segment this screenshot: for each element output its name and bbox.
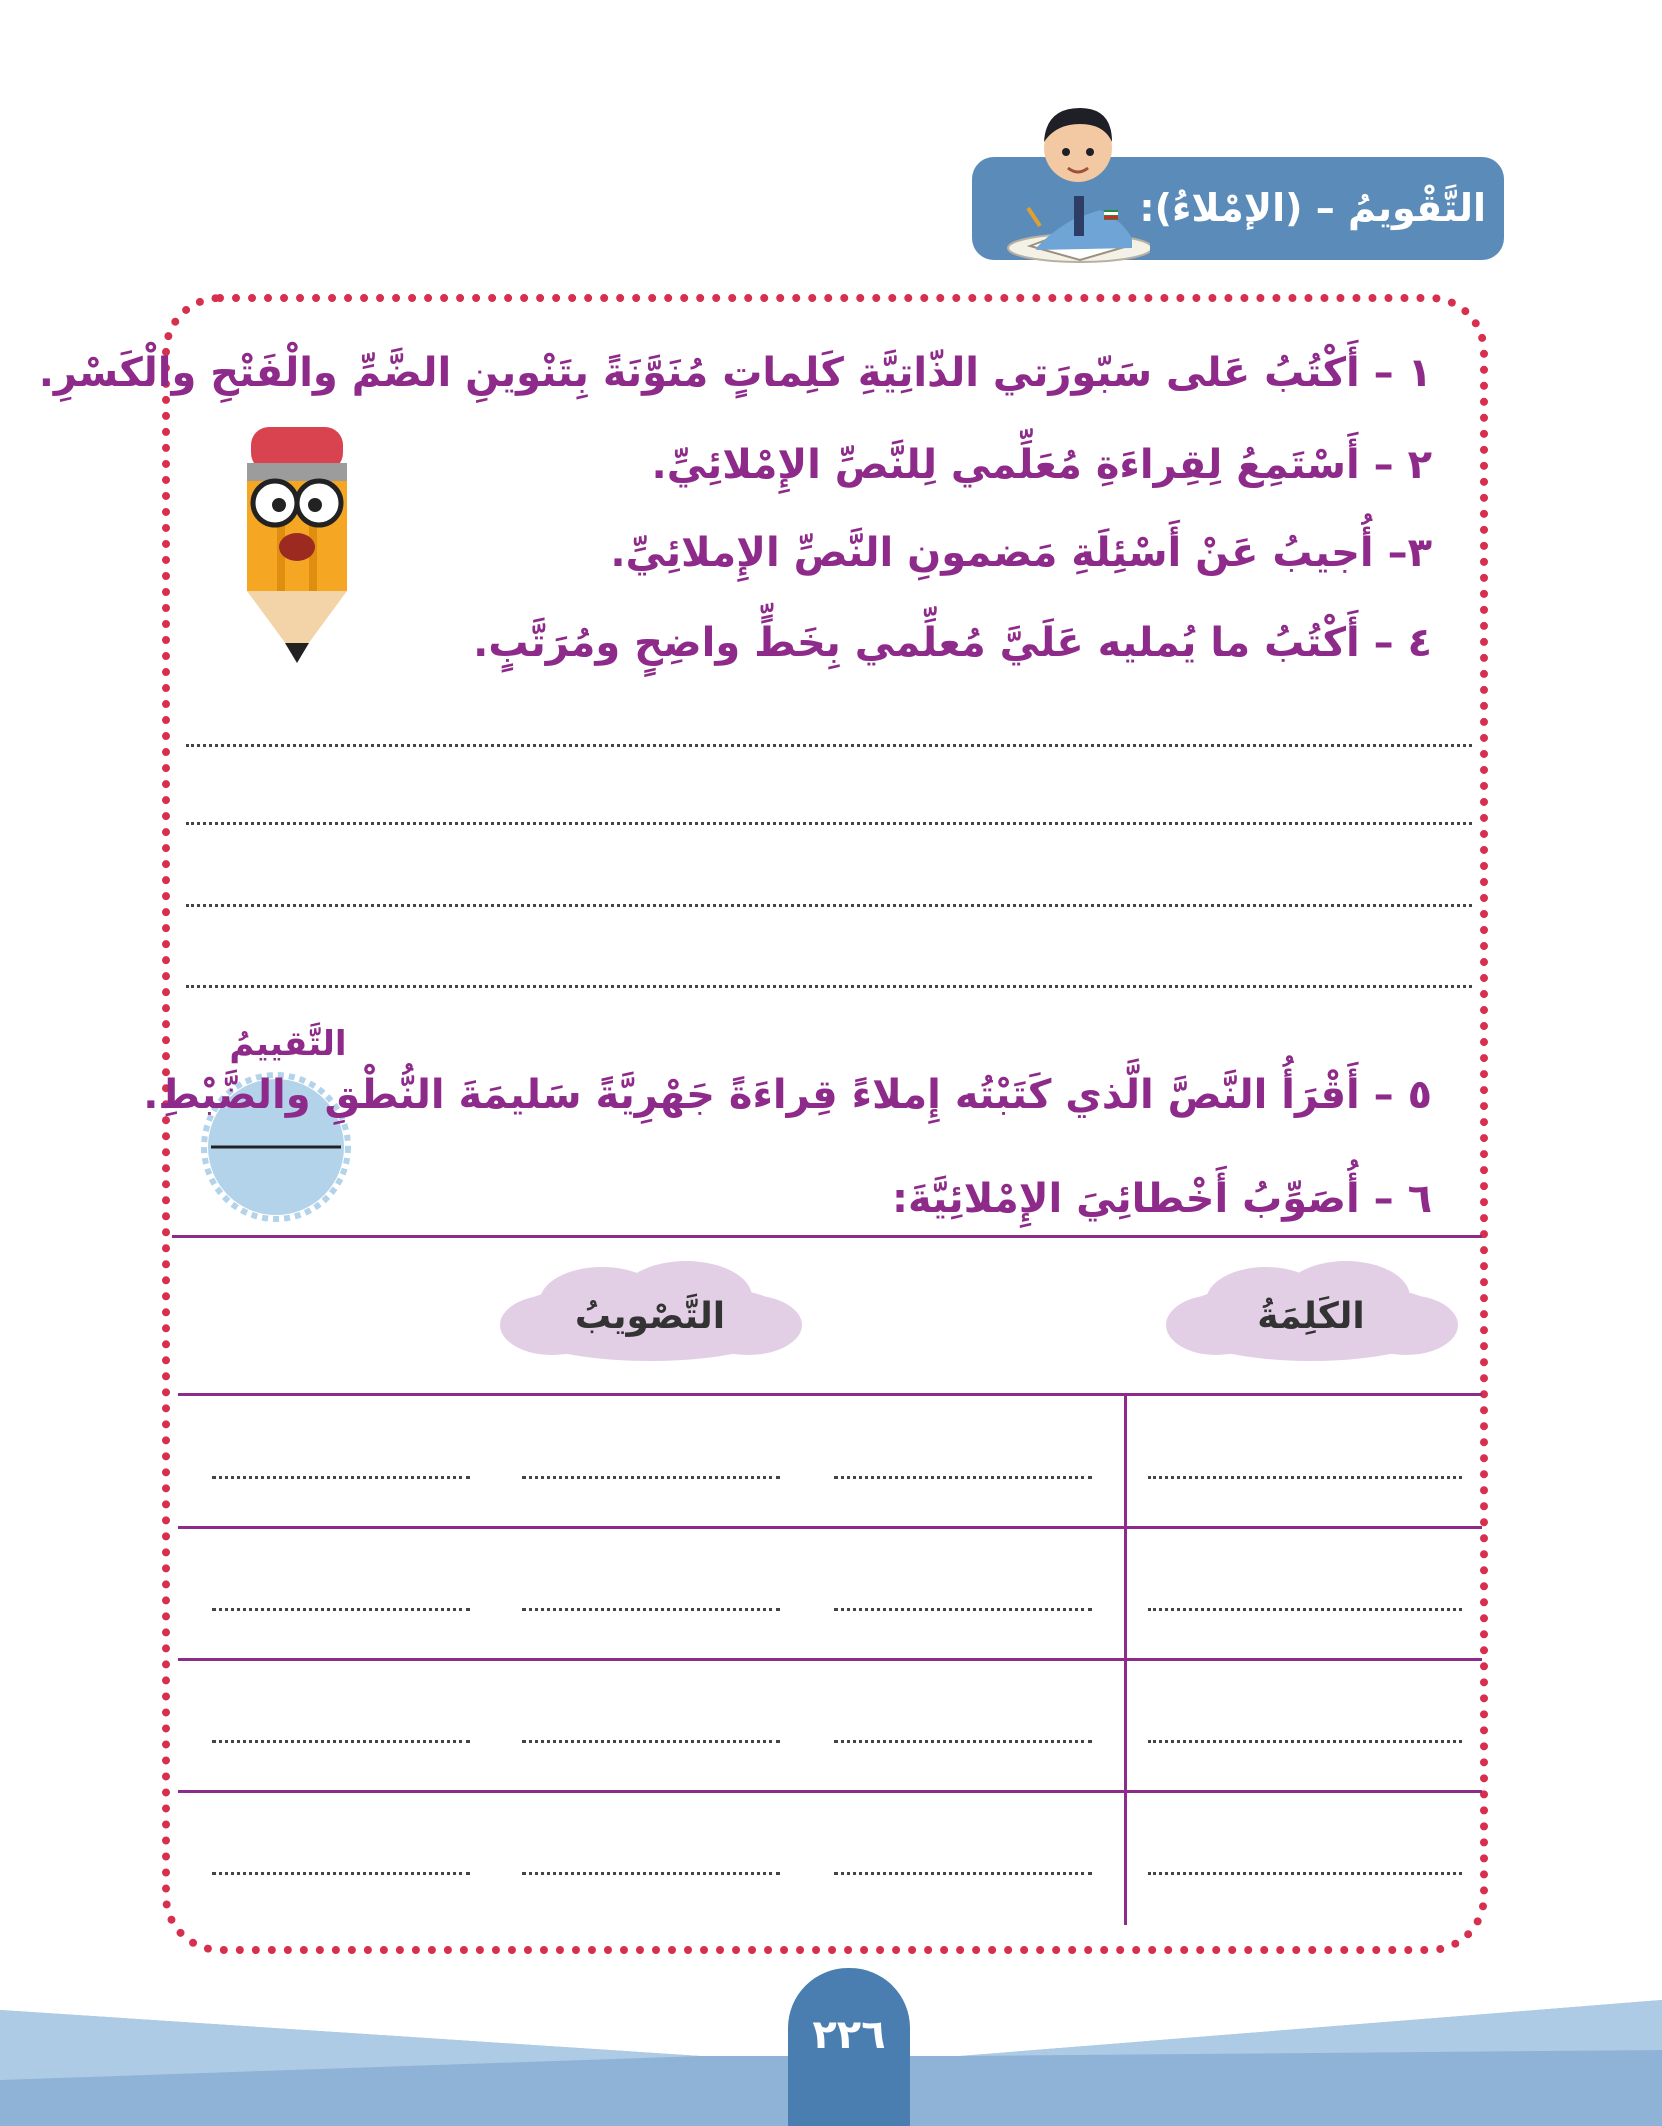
student-writing-illustration (1000, 78, 1150, 264)
word-answer-blank[interactable] (1148, 1476, 1462, 1479)
word-answer-blank[interactable] (1148, 1740, 1462, 1743)
table-top-border (172, 1235, 1482, 1238)
correction-answer-blank[interactable] (522, 1740, 780, 1743)
correction-answer-blank[interactable] (212, 1872, 470, 1875)
writing-line[interactable] (186, 985, 1472, 988)
word-answer-blank[interactable] (1148, 1608, 1462, 1611)
instruction-1: ١ – أَكْتُبُ عَلى سَبّورَتي الذّاتِيَّةِ كَلِماتٍ مُنَوَّنَةً بِتَنْوينِ الضَّمِّ والْفَتْحِ والْكَسْرِ. (38, 350, 1432, 396)
correction-answer-blank[interactable] (834, 1872, 1092, 1875)
writing-line[interactable] (186, 904, 1472, 907)
writing-line[interactable] (186, 822, 1472, 825)
correction-answer-blank[interactable] (522, 1872, 780, 1875)
instruction-4: ٤ – أَكْتُبُ ما يُمليه عَلَيَّ مُعلِّمي بِخَطٍّ واضِحٍ ومُرَتَّبٍ. (473, 620, 1432, 666)
pencil-character-illustration (225, 415, 365, 665)
word-column-header: الكَلِمَةُ (1257, 1296, 1365, 1337)
correction-answer-blank[interactable] (212, 1740, 470, 1743)
table-row-divider (178, 1790, 1482, 1793)
instruction-2: ٢ – أَسْتَمِعُ لِقِراءَةِ مُعَلِّمي لِلنَّصِّ الإِمْلائِيِّ. (651, 442, 1432, 488)
correction-answer-blank[interactable] (834, 1608, 1092, 1611)
table-row-divider (178, 1526, 1482, 1529)
page-title: التَّقْويمُ – (الإمْلاءُ): (1139, 186, 1486, 230)
correction-answer-blank[interactable] (834, 1476, 1092, 1479)
instruction-3: ٣– أُجيبُ عَنْ أَسْئِلَةِ مَضمونِ النَّصِّ الإِملائِيِّ. (610, 530, 1432, 576)
table-row-divider (178, 1658, 1482, 1661)
page-number: ٢٢٦ (812, 2012, 886, 2058)
correction-answer-blank[interactable] (834, 1740, 1092, 1743)
evaluation-label: التَّقييمُ (229, 1024, 347, 1064)
correction-answer-blank[interactable] (522, 1608, 780, 1611)
instruction-5: ٥ – أَقْرَأُ النَّصَّ الَّذي كَتَبْتُه إِملاءً قِراءَةً جَهْرِيَّةً سَليمَةَ النُّطْقِ والضَّبْطِ. (143, 1072, 1432, 1118)
word-answer-blank[interactable] (1148, 1872, 1462, 1875)
correction-answer-blank[interactable] (212, 1476, 470, 1479)
correction-column-header: التَّصْويبُ (574, 1296, 726, 1337)
correction-answer-blank[interactable] (212, 1608, 470, 1611)
correction-answer-blank[interactable] (522, 1476, 780, 1479)
table-column-divider (1124, 1393, 1127, 1925)
instruction-6: ٦ – أُصَوِّبُ أَخْطائِيَ الإِمْلائِيَّةَ: (891, 1176, 1432, 1222)
table-row-divider (178, 1393, 1482, 1396)
writing-line[interactable] (186, 744, 1472, 747)
